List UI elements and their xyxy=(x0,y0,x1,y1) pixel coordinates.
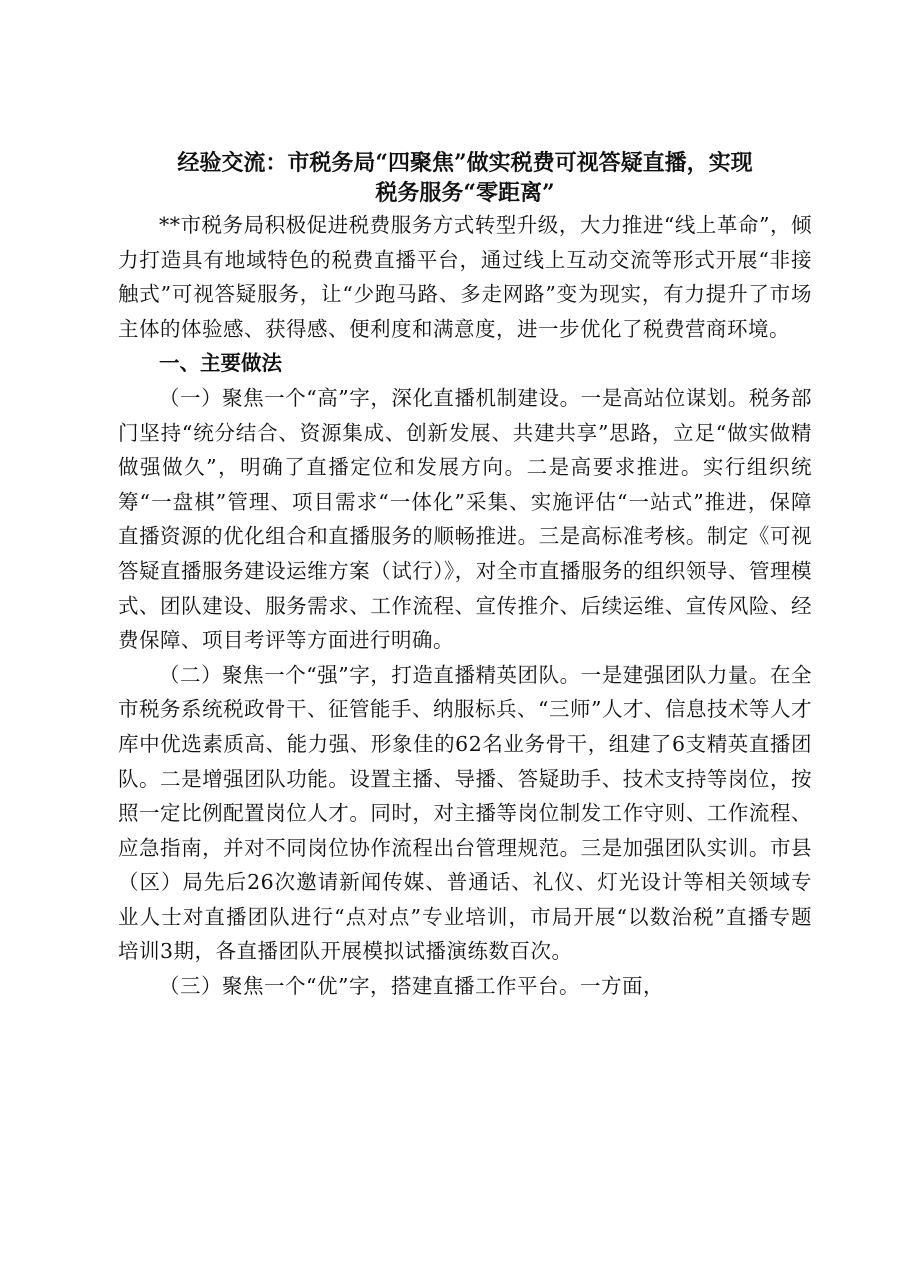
document-title xyxy=(118,148,812,208)
section-heading: 一、主要做法 xyxy=(159,351,282,376)
document-page xyxy=(118,148,812,1004)
title-line-2: 税务服务“零距离” xyxy=(375,180,555,206)
intro-paragraph: **市税务局积极促进税费服务方式转型升级，大力推进“线上革命”，倾力打造具有地域特色的税费直播平台，通过线上互动交流等形式开展“非接触式”可视答疑服务，让“少跑马路、多走网路”变为现实，有力提升了市场主体的体验感、获得感、便利度和满意度，进一步优化了税费营商环境。 xyxy=(118,213,812,341)
paragraph-1: （一）聚焦一个“高”字，深化直播机制建设。一是高站位谋划。税务部门坚持“统分结合、资源集成、创新发展、共建共享”思路，立足“做实做精做强做久”，明确了直播定位和发展方向。二是高要求推进。实行组织统筹“一盘棋”管理、项目需求“一体化”采集、实施评估“一站式”推进，保障直播资源的优化组合和直播服务的顺畅推进。三是高标准考核。制定《可视答疑直播服务建设运维方案（试行）》，对全市直播服务的组织领导、管理模式、团队建设、服务需求、工作流程、宣传推介、后续运维、宣传风险、经费保障、项目考评等方面进行明确。 xyxy=(118,385,812,653)
paragraph-2: （二）聚焦一个“强”字，打造直播精英团队。一是建强团队力量。在全市税务系统税政骨干、征管能手、纳服标兵、“三师”人才、信息技术等人才库中优选素质高、能力强、形象佳的62名业务骨干，组建了6支精英直播团队。二是增强团队功能。设置主播、导播、答疑助手、技术支持等岗位，按照一定比例配置岗位人才。同时，对主播等岗位制发工作守则、工作流程、应急指南，并对不同岗位协作流程出台管理规范。三是加强团队实训。市县（区）局先后26次邀请新闻传媒、普通话、礼仪、灯光设计等相关领域专业人士对直播团队进行“点对点”专业培训，市局开展“以数治税”直播专题培训3期，各直播团队开展模拟试播演练数百次。 xyxy=(118,662,812,964)
paragraph-3: （三）聚焦一个“优”字，搭建直播工作平台。一方面， xyxy=(159,974,664,999)
title-line-1: 经验交流：市税务局“四聚焦”做实税费可视答疑直播，实现 xyxy=(177,150,753,176)
